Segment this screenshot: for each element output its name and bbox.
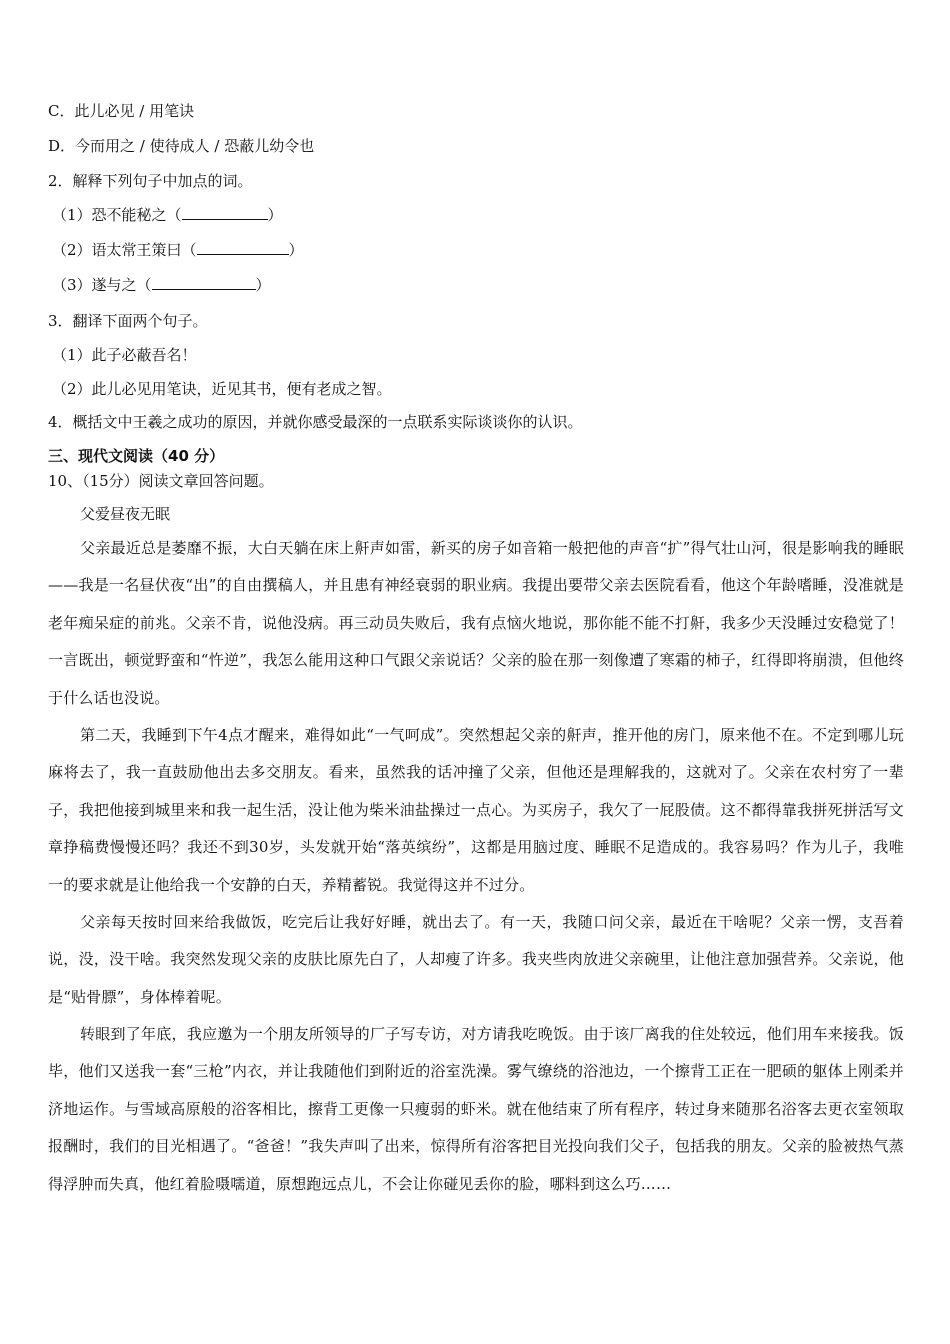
- question-2-prompt: 2．解释下列句子中加点的词。: [48, 172, 253, 190]
- item-label: （2）语太常王策曰（: [52, 241, 197, 259]
- question-2-item-1: [52, 205, 283, 225]
- question-10-prompt: 10、（15分）阅读文章回答问题。: [48, 472, 274, 490]
- item-label: （3）遂与之（: [52, 276, 152, 294]
- question-2-item-3: [52, 275, 271, 295]
- item-close: ）: [255, 276, 271, 294]
- article-paragraph-1: 父亲最近总是萎靡不振，大白天躺在床上鼾声如雷，新买的房子如音箱一般把他的声音“扩”得气壮山河，很是影响我的睡眠——我是一名昼伏夜“出”的自由撰稿人，并且患有神经衰弱的职业病。我提出要带父亲去医院看看，他这个年龄嗜睡，没准就是老年痴呆症的前兆。父亲不肯，说他没病。再三动员失败后，我有点恼火地说，那你能不能不打鼾，我多少天没睡过安稳觉了！一言既出，顿觉野蛮和“忤逆”，我怎么能用这种口气跟父亲说话？父亲的脸在那一刻像遭了寒霜的柿子，红得即将崩溃，但他终于什么话也没说。: [48, 539, 904, 707]
- item-close: ）: [288, 241, 304, 259]
- article-paragraph-3: 父亲每天按时回来给我做饭，吃完后让我好好睡，就出去了。有一天，我随口问父亲，最近在干啥呢？父亲一愣，支吾着说，没，没干啥。我突然发现父亲的皮肤比原先白了，人却瘦了许多。我夹些肉放进父亲碗里，让他注意加强营养。父亲说，他是“贴骨膘”，身体棒着呢。: [48, 913, 904, 1006]
- question-3-prompt: 3．翻译下面两个句子。: [48, 312, 208, 330]
- question-4-prompt: 4．概括文中王羲之成功的原因，并就你感受最深的一点联系实际谈谈你的认识。: [48, 413, 583, 431]
- answer-blank[interactable]: [182, 205, 268, 220]
- article-title: 父爱昼夜无眠: [80, 505, 171, 523]
- question-3-item-2: （2）此儿必见用笔诀，近见其书，便有老成之智。: [52, 380, 392, 398]
- question-2-item-2: [52, 240, 304, 260]
- article-paragraph-4: 转眼到了年底，我应邀为一个朋友所领导的厂子写专访，对方请我吃晚饭。由于该厂离我的住处较远，他们用车来接我。饭毕，他们又送我一套“三枪”内衣，并让我随他们到附近的浴室洗澡。雾气缭绕的浴池边，一个擦背工正在一肥硕的躯体上刚柔并济地运作。与雪域高原般的浴客相比，擦背工更像一只瘦弱的虾米。就在他结束了所有程序，转过身来随那名浴客去更衣室领取报酬时，我们的目光相遇了。“爸爸！”我失声叫了出来，惊得所有浴客把目光投向我们父子，包括我的朋友。父亲的脸被热气蒸得浮肿而失真，他红着脸嗫嚅道，原想跑远点儿，不会让你碰见丢你的脸，哪料到这么巧……: [48, 1025, 904, 1193]
- option-c: C．此儿必见 / 用笔诀: [48, 102, 195, 120]
- answer-blank[interactable]: [197, 240, 289, 255]
- item-label: （1）恐不能秘之（: [52, 206, 182, 224]
- item-close: ）: [267, 206, 283, 224]
- section-3-heading: 三、现代文阅读（40 分）: [48, 447, 225, 465]
- question-3-item-1: （1）此子必蔽吾名！: [52, 346, 197, 364]
- article-paragraph-2: 第二天，我睡到下午4点才醒来，难得如此“一气呵成”。突然想起父亲的鼾声，推开他的房门，原来他不在。不定到哪儿玩麻将去了，我一直鼓励他出去多交朋友。看来，虽然我的话冲撞了父亲，但他还是理解我的，这就对了。父亲在农村穷了一辈子，我把他接到城里来和我一起生活，没让他为柴米油盐操过一点心。为买房子，我欠了一屁股债。这不都得靠我拼死拼活写文章挣稿费慢慢还吗？我还不到30岁，头发就开始“落英缤纷”，这都是用脑过度、睡眠不足造成的。我容易吗？作为儿子，我唯一的要求就是让他给我一个安静的白天，养精蓄锐。我觉得这并不过分。: [48, 726, 904, 894]
- answer-blank[interactable]: [152, 275, 256, 290]
- option-d: D．今而用之 / 使待成人 / 恐蔽儿幼令也: [48, 137, 315, 155]
